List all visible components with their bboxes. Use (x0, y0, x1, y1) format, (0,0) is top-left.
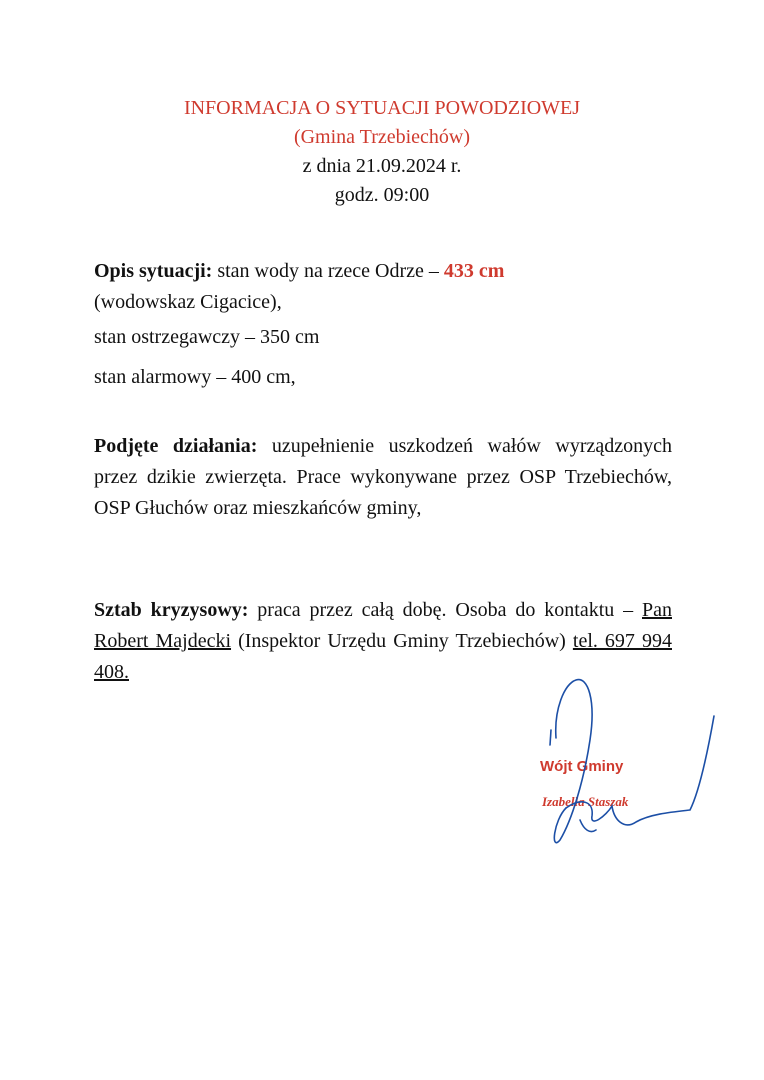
situation-paragraph (94, 256, 672, 318)
stamp-name: Izabella Staszak (542, 794, 629, 809)
document-title: INFORMACJA O SYTUACJI POWODZIOWEJ (183, 97, 581, 119)
contact-phone: tel. 697 994 408. (94, 630, 672, 683)
water-level-value: 433 cm (443, 260, 505, 282)
contact-name: Pan Robert Majdecki (94, 599, 672, 652)
document-date: z dnia 21.09.2024 r. (302, 155, 462, 177)
document-header (0, 94, 764, 210)
handwritten-signature (520, 670, 730, 870)
alarm-level-text: stan alarmowy – 400 cm, (94, 366, 296, 388)
signature-block (520, 670, 730, 870)
contact-role: (Inspektor Urzędu Gminy Trzebiechów) (231, 630, 573, 652)
situation-text: stan wody na rzece Odrze – (212, 260, 444, 282)
stamp-title: Wójt Gminy (540, 758, 624, 775)
crisis-label: Sztab kryzysowy: (94, 599, 249, 621)
actions-text: uzupełnienie uszkodzeń wałów wyrządzonych przez dzikie zwierzęta. Prace wykonywane przez OSP Trzebiechów, OSP Głuchów oraz mieszkańców gminy, (94, 435, 672, 519)
warning-level-text: stan ostrzegawczy – 350 cm (94, 326, 320, 348)
document-subtitle: (Gmina Trzebiechów) (293, 126, 471, 148)
situation-label: Opis sytuacji: (94, 260, 213, 282)
actions-paragraph (94, 431, 672, 524)
actions-label: Podjęte działania: (94, 435, 258, 457)
document-time: godz. 09:00 (334, 184, 430, 206)
crisis-text: praca przez całą dobę. Osoba do kontaktu – (248, 599, 642, 621)
gauge-station-text: (wodowskaz Cigacice), (94, 291, 282, 313)
